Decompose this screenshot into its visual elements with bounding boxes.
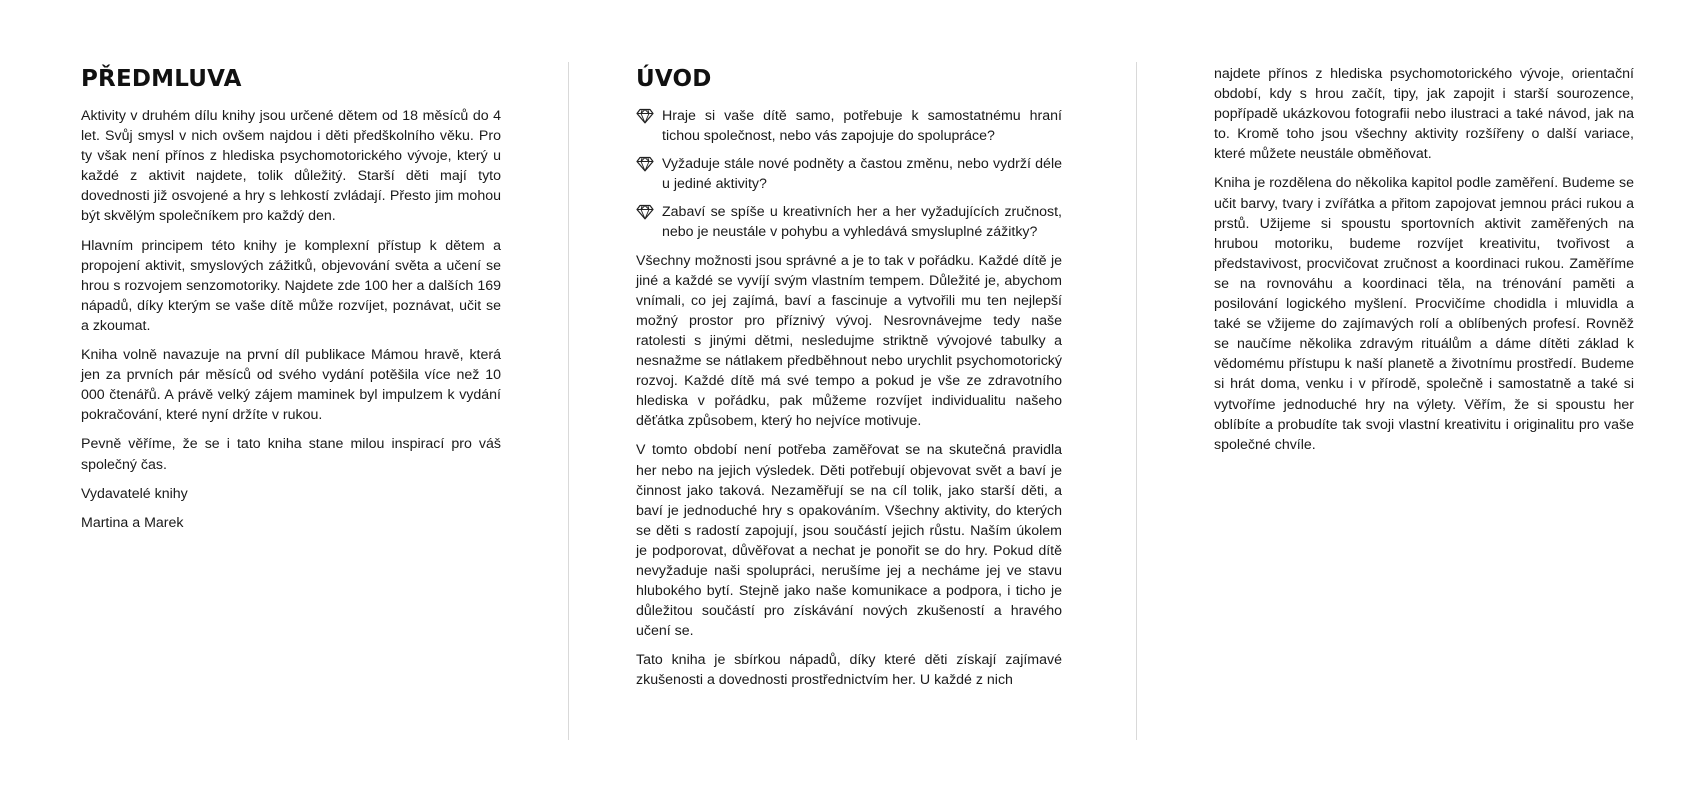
intro-question-list xyxy=(636,106,1062,243)
column-divider xyxy=(1136,62,1137,740)
preface-paragraph: Hlavním principem této knihy je komplexní přístup k dětem a propojení aktivit, smyslových zážitků, objevování světa a učení se hrou s rozvojem senzomotoriky. Najdete zde 100 her a dalších 169 nápadů, díky kterým se vaše dítě může rozvíjet, poznávat, učit se a zkoumat. xyxy=(81,237,501,334)
continuation-paragraph: Kniha je rozdělena do několika kapitol podle zaměření. Budeme se učit barvy, tvary i zvířátka a přitom zapojovat jemnou práci rukou a prstů. Užijeme si spoustu sportovních aktivit zaměřených na hrubou motoriku, budeme rozvíjet kreativitu, tvořivost a představivost, procvičovat zručnost a koordinaci rukou. Zaměříme se na rovnováhu a koordinaci těla, na trénování paměti a posilování logického myšlení. Procvičíme chodidla i mluvidla a také se vžijeme do zajímavých rolí a oblíbených profesí. Rovněž se naučíme několika zdravým rituálům a dáme dítěti základ k vědomému přístupu k naší planetě a životnímu prostředí. Budeme si hrát doma, venku i v přírodě, společně i samostatně a také si vytvoříme jednoduché hry na výlety. Věřím, že si spoustu her oblíbíte a probudíte tak svoji vlastní kreativitu i originalitu pro vaše společné chvíle. xyxy=(1214,175,1634,453)
bullet-text: Vyžaduje stále nové podněty a častou změnu, nebo vydrží déle u jediné aktivity? xyxy=(662,156,1062,193)
preface-paragraph: Pevně věříme, že se i tato kniha stane milou inspirací pro váš společný čas. xyxy=(81,436,501,473)
preface-column xyxy=(81,62,501,542)
preface-paragraph: Kniha volně navazuje na první díl publikace Mámou hravě, která jen za prvních pár měsíců od svého vydání potěšila více než 10 000 čtenářů. A právě velký zájem maminek byl impulzem k vydání pokračování, které nyní držíte v rukou. xyxy=(81,347,501,424)
list-item xyxy=(636,202,1062,242)
intro-column xyxy=(636,62,1062,700)
continuation-column xyxy=(1214,64,1634,464)
column-divider xyxy=(568,62,569,740)
intro-title: ÚVOD xyxy=(636,66,712,92)
signature-line: Vydavatelé knihy xyxy=(81,485,188,502)
continuation-paragraph: najdete přínos z hlediska psychomotorického vývoje, orientační období, kdy s hrou začít, tipy, jak zapojit i starší sourozence, popřípadě ukázkovou fotografii nebo ilustraci a také návod, jak na to. Kromě toho jsou všechny aktivity rozšířeny o další variace, které můžete neustále obměňovat. xyxy=(1214,66,1634,163)
list-item xyxy=(636,106,1062,146)
intro-paragraph: V tomto období není potřeba zaměřovat se na skutečná pravidla her nebo na jejich výsledek. Děti potřebují objevovat svět a baví je činnost jako taková. Nezaměřují se na cíl tolik, jako starší děti, a baví je jednoduché hry s opakováním. Všechny aktivity, do kterých se děti s radostí zapojují, jsou součástí jejich růstu. Naším úkolem je podporovat, důvěřovat a nechat je ponořit se do hry. Pokud dítě nevyžaduje naši spolupráci, nerušíme jej a necháme jej ve stavu hlubokého bytí. Stejně jako naše komunikace a podpora, i ticho je důležitou součástí pro získávání nových zkušeností a hravého učení se. xyxy=(636,442,1062,640)
preface-title: PŘEDMLUVA xyxy=(81,66,242,92)
list-item xyxy=(636,154,1062,194)
intro-paragraph: Tato kniha je sbírkou nápadů, díky které děti získají zajímavé zkušenosti a dovednosti prostřednictvím her. U každé z nich xyxy=(636,652,1062,689)
signature-names: Martina a Marek xyxy=(81,514,184,531)
diamond-icon xyxy=(636,156,654,172)
intro-paragraph: Všechny možnosti jsou správné a je to tak v pořádku. Každé dítě je jiné a každé se vyvíjí svým vlastním tempem. Důležité je, abychom vnímali, co jej zajímá, baví a fascinuje a vytvořili mu ten nejlepší možný prostor pro příznivý vývoj. Nesrovnávejme tedy naše ratolesti s jinými dětmi, nesledujme striktně vývojové tabulky a nesnažme se nátlakem předběhnout nebo urychlit psychomotorický rozvoj. Každé dítě má své tempo a pokud je vše ze zdravotního hlediska v pořádku, pak můžeme rozvíjet individualitu našeho děťátka způsobem, který ho nejvíce motivuje. xyxy=(636,252,1062,430)
bullet-text: Hraje si vaše dítě samo, potřebuje k samostatnému hraní tichou společnost, nebo vás zapojuje do spolupráce? xyxy=(662,108,1062,145)
diamond-icon xyxy=(636,108,654,124)
bullet-text: Zabaví se spíše u kreativních her a her vyžadujících zručnost, nebo je neustále v pohybu a vyhledává smysluplné zážitky? xyxy=(662,204,1062,241)
preface-paragraph: Aktivity v druhém dílu knihy jsou určené dětem od 18 měsíců do 4 let. Svůj smysl v nich ovšem najdou i děti předškolního věku. Pro ty však není přínos z hlediska psychomotorického vývoje, který u každé z aktivit najdete, tolik důležitý. Starší děti mají tyto dovednosti již osvojené a hry s lehkostí zvládají. Přesto jim mohou být skvělým společníkem pro každý den. xyxy=(81,108,501,225)
diamond-icon xyxy=(636,204,654,220)
